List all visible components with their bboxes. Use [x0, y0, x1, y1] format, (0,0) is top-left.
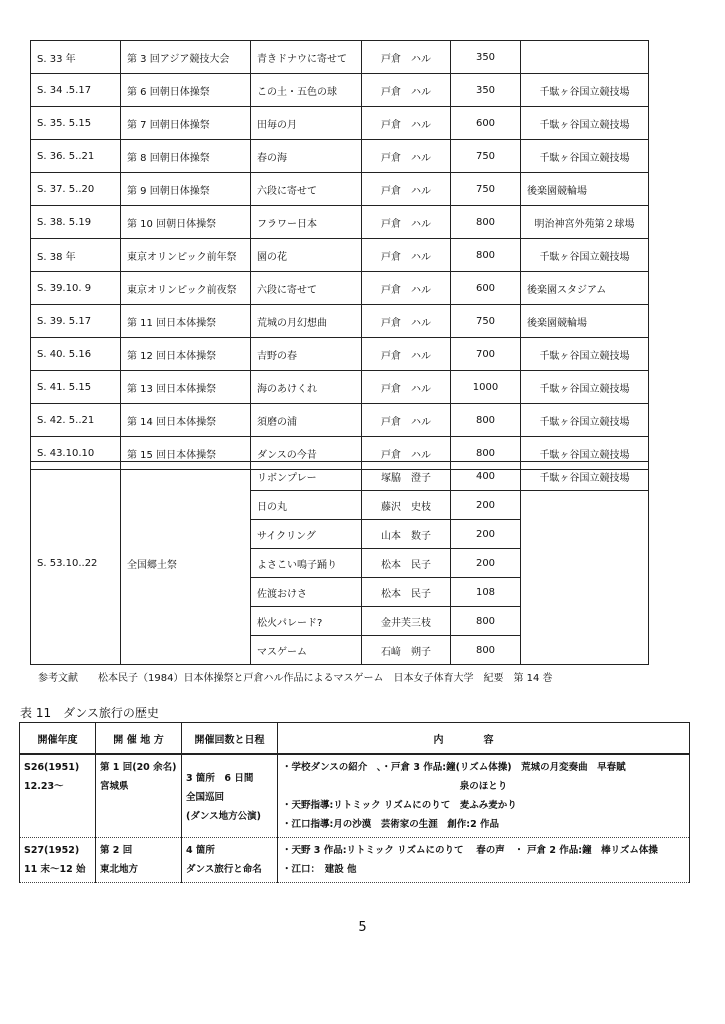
people-cell: 200 — [451, 549, 521, 578]
title-cell: 日の丸 — [251, 491, 362, 520]
content-line: ・江口指導:月の沙漠 芸術家の生涯 創作:2 作品 — [282, 819, 500, 830]
author-cell: 金井芙三枝 — [362, 607, 451, 636]
event-cell: 第 14 回日本体操祭 — [121, 404, 251, 437]
venue-cell — [521, 41, 649, 74]
date-cell: S. 34 .5.17 — [31, 74, 121, 107]
count-line: ダンス旅行と命名 — [186, 864, 262, 875]
author-cell: 戸倉 ハル — [362, 239, 451, 272]
venue-cell: 明治神宮外苑第２球場 — [521, 206, 649, 239]
year-line: 12.23～ — [24, 781, 64, 792]
event-cell: 第 12 回日本体操祭 — [121, 338, 251, 371]
table-row — [31, 338, 649, 371]
venue-cell: 千駄ヶ谷国立競技場 — [521, 462, 649, 491]
date-cell: S. 39.10. 9 — [31, 272, 121, 305]
table-row — [20, 754, 690, 838]
content-line: 泉のほとり — [459, 781, 508, 792]
author-cell: 戸倉 ハル — [362, 74, 451, 107]
people-cell: 350 — [451, 41, 521, 74]
author-cell: 戸倉 ハル — [362, 107, 451, 140]
venue-cell-empty — [521, 491, 649, 665]
people-cell: 800 — [451, 206, 521, 239]
people-cell: 750 — [451, 140, 521, 173]
people-cell: 600 — [451, 272, 521, 305]
table-row — [31, 140, 649, 173]
author-cell: 藤沢 史枝 — [362, 491, 451, 520]
people-cell: 750 — [451, 173, 521, 206]
header-region: 開 催 地 方 — [96, 723, 182, 755]
people-cell: 400 — [451, 462, 521, 491]
region-line: 宮城県 — [100, 781, 129, 792]
people-cell: 108 — [451, 578, 521, 607]
people-cell: 800 — [451, 239, 521, 272]
table-row — [31, 272, 649, 305]
people-cell: 200 — [451, 520, 521, 549]
people-cell: 350 — [451, 74, 521, 107]
author-cell: 松本 民子 — [362, 549, 451, 578]
event-cell: 第 8 回朝日体操祭 — [121, 140, 251, 173]
event-cell: 第 13 回日本体操祭 — [121, 371, 251, 404]
title-cell: 荒城の月幻想曲 — [251, 305, 362, 338]
event-cell: 全国郷土祭 — [121, 462, 251, 665]
people-cell: 600 — [451, 107, 521, 140]
author-cell: 戸倉 ハル — [362, 437, 451, 470]
table-11-title: 表 11 ダンス旅行の歴史 — [20, 706, 159, 720]
title-cell: 吉野の春 — [251, 338, 362, 371]
region-line: 東北地方 — [100, 864, 139, 875]
title-cell: 佐渡おけさ — [251, 578, 362, 607]
content-line: ・学校ダンスの紹介 、・戸倉 3 作品:鐘(リズム体操) 荒城の月変奏曲 早春賦 — [282, 762, 626, 773]
year-line: S26(1951) — [24, 762, 80, 773]
title-cell: 青きドナウに寄せて — [251, 41, 362, 74]
event-cell: 第 6 回朝日体操祭 — [121, 74, 251, 107]
region-line: 第 1 回(20 余名) — [100, 762, 177, 773]
title-cell: フラワー日本 — [251, 206, 362, 239]
event-cell: 第 11 回日本体操祭 — [121, 305, 251, 338]
title-cell: ダンスの今昔 — [251, 437, 362, 470]
event-cell: 第 9 回朝日体操祭 — [121, 173, 251, 206]
header-count: 開催回数と日程 — [182, 723, 278, 755]
venue-cell: 千駄ヶ谷国立競技場 — [521, 371, 649, 404]
year-line: 11 末～12 始 — [24, 864, 86, 875]
author-cell: 戸倉 ハル — [362, 404, 451, 437]
people-cell: 700 — [451, 338, 521, 371]
title-cell: この土・五色の球 — [251, 74, 362, 107]
header-content: 内容 — [278, 723, 690, 755]
venue-cell: 後楽園スタジアム — [521, 272, 649, 305]
event-cell: 第 15 回日本体操祭 — [121, 437, 251, 470]
count-line: (ダンス地方公演) — [186, 811, 261, 822]
author-cell: 戸倉 ハル — [362, 272, 451, 305]
table-row — [31, 74, 649, 107]
author-cell: 戸倉 ハル — [362, 140, 451, 173]
people-cell: 750 — [451, 305, 521, 338]
page-number: 5 — [358, 920, 367, 935]
people-cell: 1000 — [451, 371, 521, 404]
author-cell: 戸倉 ハル — [362, 206, 451, 239]
title-cell: 海のあけくれ — [251, 371, 362, 404]
kyodosai-table — [30, 461, 649, 665]
count-cell — [182, 754, 278, 838]
event-cell: 東京オリンピック前夜祭 — [121, 272, 251, 305]
content-line: ・天野 3 作品:リトミック リズムにのりて 春の声 ・ 戸倉 2 作品:鐘 棒リズム体操 — [282, 845, 658, 856]
event-cell: 第 10 回朝日体操祭 — [121, 206, 251, 239]
date-cell: S. 37. 5..20 — [31, 173, 121, 206]
people-cell: 800 — [451, 636, 521, 665]
venue-cell: 千駄ヶ谷国立競技場 — [521, 239, 649, 272]
date-cell: S. 40. 5.16 — [31, 338, 121, 371]
date-cell: S. 43.10.10 — [31, 437, 121, 470]
count-line: 全国巡回 — [186, 792, 225, 803]
title-cell: 六段に寄せて — [251, 272, 362, 305]
author-cell: 戸倉 ハル — [362, 173, 451, 206]
year-line: S27(1952) — [24, 845, 80, 856]
title-cell: 須磨の浦 — [251, 404, 362, 437]
content-cell — [278, 838, 690, 883]
performance-table — [30, 40, 649, 470]
title-cell: 田毎の月 — [251, 107, 362, 140]
region-cell — [96, 754, 182, 838]
author-cell: 塚脇 澄子 — [362, 462, 451, 491]
people-cell: 800 — [451, 437, 521, 470]
title-cell: 園の花 — [251, 239, 362, 272]
reference-note: 参考文献 松本民子（1984）日本体操祭と戸倉ハル作品によるマスゲーム 日本女子体育大学 紀要 第 14 巻 — [38, 673, 553, 684]
venue-cell: 千駄ヶ谷国立競技場 — [521, 74, 649, 107]
event-cell: 東京オリンピック前年祭 — [121, 239, 251, 272]
people-cell: 200 — [451, 491, 521, 520]
title-cell: マスゲーム — [251, 636, 362, 665]
count-line: 3 箇所 6 日間 — [186, 773, 254, 784]
title-cell: 六段に寄せて — [251, 173, 362, 206]
venue-cell: 後楽園競輪場 — [521, 173, 649, 206]
author-cell: 石﨑 朔子 — [362, 636, 451, 665]
count-line: 4 箇所 — [186, 845, 215, 856]
date-cell: S. 38. 5.19 — [31, 206, 121, 239]
event-cell: 第 7 回朝日体操祭 — [121, 107, 251, 140]
content-line: ・江口： 建設 他 — [282, 864, 357, 875]
date-cell: S. 39. 5.17 — [31, 305, 121, 338]
author-cell: 戸倉 ハル — [362, 371, 451, 404]
date-cell: S. 42. 5..21 — [31, 404, 121, 437]
count-cell — [182, 838, 278, 883]
author-cell: 戸倉 ハル — [362, 41, 451, 74]
table-row — [31, 41, 649, 74]
author-cell: 山本 数子 — [362, 520, 451, 549]
dance-tour-history-table — [19, 722, 690, 883]
year-cell — [20, 754, 96, 838]
date-cell: S. 53.10..22 — [31, 462, 121, 665]
region-line: 第 2 回 — [100, 845, 133, 856]
year-cell — [20, 838, 96, 883]
table-row — [31, 462, 649, 491]
author-cell: 戸倉 ハル — [362, 338, 451, 371]
title-cell: リボンプレー — [251, 462, 362, 491]
people-cell: 800 — [451, 607, 521, 636]
venue-cell: 千駄ヶ谷国立競技場 — [521, 437, 649, 470]
table-row — [31, 371, 649, 404]
table-row — [31, 239, 649, 272]
author-cell: 松本 民子 — [362, 578, 451, 607]
venue-cell: 後楽園競輪場 — [521, 305, 649, 338]
author-cell: 戸倉 ハル — [362, 305, 451, 338]
title-cell: 春の海 — [251, 140, 362, 173]
venue-cell: 千駄ヶ谷国立競技場 — [521, 338, 649, 371]
title-cell: 松火パレード? — [251, 607, 362, 636]
event-cell: 第 3 回アジア競技大会 — [121, 41, 251, 74]
table-row — [20, 838, 690, 883]
table-row — [31, 404, 649, 437]
table-row — [31, 107, 649, 140]
table-row — [31, 305, 649, 338]
title-cell: よさこい鳴子踊り — [251, 549, 362, 578]
date-cell: S. 41. 5.15 — [31, 371, 121, 404]
table-row — [31, 206, 649, 239]
date-cell: S. 35. 5.15 — [31, 107, 121, 140]
table-row — [31, 173, 649, 206]
content-cell — [278, 754, 690, 838]
date-cell: S. 38 年 — [31, 239, 121, 272]
venue-cell: 千駄ヶ谷国立競技場 — [521, 140, 649, 173]
title-cell: サイクリング — [251, 520, 362, 549]
date-cell: S. 33 年 — [31, 41, 121, 74]
venue-cell: 千駄ヶ谷国立競技場 — [521, 107, 649, 140]
content-line: ・天野指導:リトミック リズムにのりて 麦ふみ麦かり — [282, 800, 517, 811]
venue-cell: 千駄ヶ谷国立競技場 — [521, 404, 649, 437]
header-year: 開催年度 — [20, 723, 96, 755]
people-cell: 800 — [451, 404, 521, 437]
date-cell: S. 36. 5..21 — [31, 140, 121, 173]
region-cell — [96, 838, 182, 883]
